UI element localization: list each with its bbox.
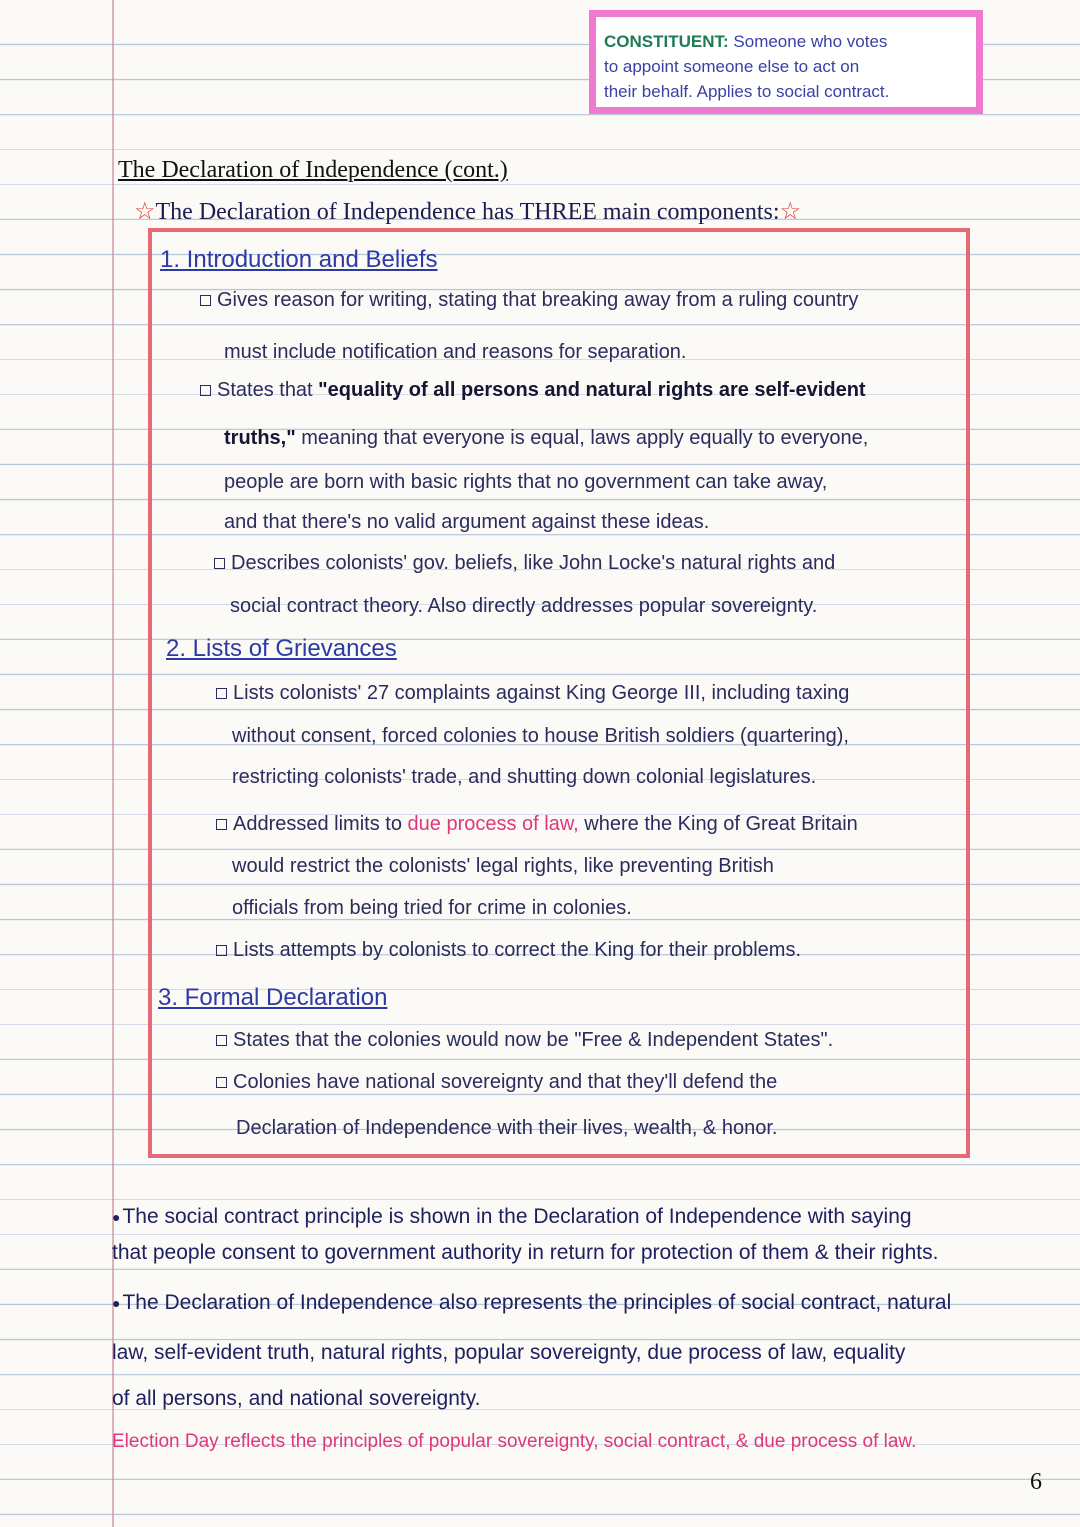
bullet-continuation: restricting colonists' trade, and shutting down colonial legislatures. bbox=[232, 766, 817, 788]
constituent-definition-callout bbox=[589, 10, 983, 114]
checkbox-icon bbox=[200, 385, 211, 396]
bullet-item: Gives reason for writing, stating that breaking away from a ruling country bbox=[200, 290, 858, 310]
checkbox-icon bbox=[200, 295, 211, 306]
callout-line-3: their behalf. Applies to social contract. bbox=[604, 82, 890, 101]
bullet-item: Addressed limits to due process of law, where the King of Great Britain bbox=[216, 814, 858, 834]
callout-line-2: to appoint someone else to act on bbox=[604, 57, 860, 76]
checkbox-icon bbox=[214, 558, 225, 569]
note-line: ●The social contract principle is shown in the Declaration of Independence with saying bbox=[112, 1205, 912, 1228]
bullet-continuation: must include notification and reasons for separation. bbox=[224, 341, 687, 363]
bullet-continuation: truths," meaning that everyone is equal, laws apply equally to everyone, bbox=[224, 427, 869, 449]
callout-line-1: CONSTITUENT: Someone who votes bbox=[604, 32, 888, 51]
bullet-item: Colonies have national sovereignty and that they'll defend the bbox=[216, 1072, 777, 1092]
bullet-item: Lists colonists' 27 complaints against King George III, including taxing bbox=[216, 683, 849, 703]
note-line: of all persons, and national sovereignty. bbox=[112, 1387, 481, 1410]
bullet-continuation: social contract theory. Also directly addresses popular sovereignty. bbox=[230, 595, 818, 617]
bullet-item: Lists attempts by colonists to correct the King for their problems. bbox=[216, 940, 801, 960]
bullet-continuation: Declaration of Independence with their lives, wealth, & honor. bbox=[236, 1117, 778, 1139]
bullet-dot-icon: ● bbox=[112, 1295, 121, 1312]
section-heading: 1. Introduction and Beliefs bbox=[160, 246, 438, 273]
section-heading: 3. Formal Declaration bbox=[158, 984, 388, 1011]
bullet-item: States that "equality of all persons and natural rights are self-evident bbox=[200, 380, 866, 400]
note-line: law, self-evident truth, natural rights, popular sovereignty, due process of law, equality bbox=[112, 1341, 906, 1364]
bullet-item: Describes colonists' gov. beliefs, like John Locke's natural rights and bbox=[214, 553, 835, 573]
election-day-note: Election Day reflects the principles of popular sovereignty, social contract, & due process of law. bbox=[112, 1431, 917, 1452]
checkbox-icon bbox=[216, 1035, 227, 1046]
intro-line: ☆The Declaration of Independence has THREE main components:☆ bbox=[134, 199, 802, 225]
checkbox-icon bbox=[216, 1077, 227, 1088]
star-icon: ☆ bbox=[134, 199, 156, 225]
checkbox-icon bbox=[216, 819, 227, 830]
bullet-continuation: officials from being tried for crime in colonies. bbox=[232, 897, 632, 919]
checkbox-icon bbox=[216, 945, 227, 956]
section-heading: 2. Lists of Grievances bbox=[166, 635, 397, 662]
page-title: The Declaration of Independence (cont.) bbox=[118, 157, 508, 183]
bullet-continuation: without consent, forced colonies to house British soldiers (quartering), bbox=[232, 725, 849, 747]
note-line: ●The Declaration of Independence also represents the principles of social contract, natural bbox=[112, 1291, 952, 1314]
note-line: that people consent to government authority in return for protection of them & their rights. bbox=[112, 1241, 939, 1264]
bullet-dot-icon: ● bbox=[112, 1209, 121, 1226]
star-icon: ☆ bbox=[779, 199, 802, 225]
page-number: 6 bbox=[1030, 1469, 1042, 1495]
callout-term: CONSTITUENT: bbox=[604, 32, 729, 51]
bullet-item: States that the colonies would now be "Free & Independent States". bbox=[216, 1030, 833, 1050]
bullet-continuation: and that there's no valid argument against these ideas. bbox=[224, 511, 710, 533]
checkbox-icon bbox=[216, 688, 227, 699]
bullet-continuation: would restrict the colonists' legal rights, like preventing British bbox=[232, 855, 774, 877]
bullet-continuation: people are born with basic rights that no government can take away, bbox=[224, 471, 828, 493]
